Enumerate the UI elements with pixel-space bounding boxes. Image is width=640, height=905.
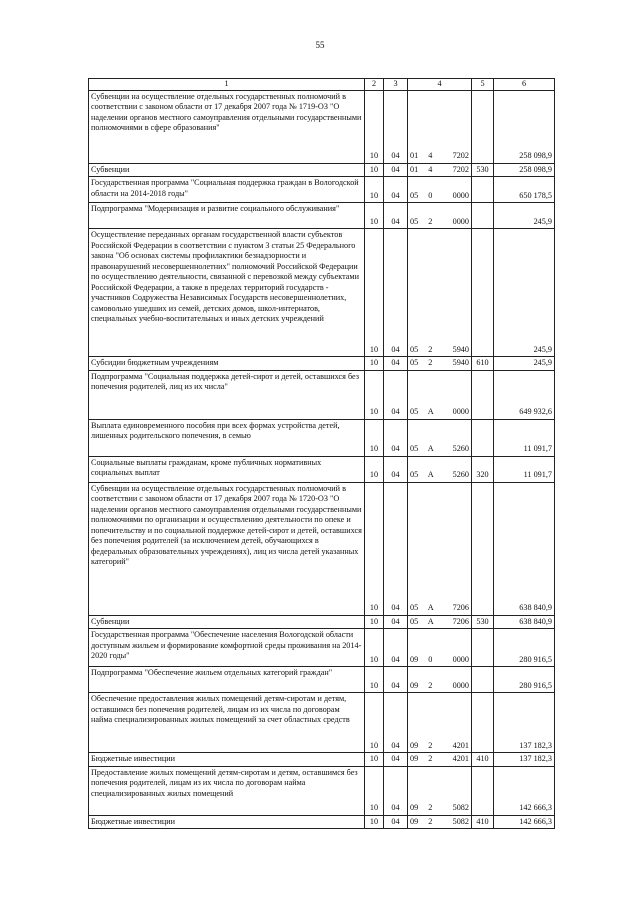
section-code: 10 <box>365 667 384 693</box>
expense-type-code <box>472 203 494 229</box>
direction-code: 5940 <box>452 344 469 354</box>
table-row <box>89 419 555 456</box>
section-code: 10 <box>365 693 384 753</box>
subprogram-code: 2 <box>428 740 433 750</box>
table-row <box>89 667 555 693</box>
expense-type-code <box>472 629 494 667</box>
direction-code: 7202 <box>452 164 469 174</box>
table-row <box>89 482 555 615</box>
subprogram-code: А <box>427 444 434 453</box>
direction-code: 7202 <box>452 151 469 160</box>
target-article-code <box>408 667 472 693</box>
expense-type-code: 530 <box>472 615 494 629</box>
table-row <box>89 163 555 177</box>
row-name: Обеспечение предоставления жилых помещений детям-сиротам и детям, оставшимся без попечения родителей, лицам из их числа по договорам найма специализированных жилых помещений за счет областных средств <box>89 693 365 753</box>
subsection-code: 04 <box>384 163 408 177</box>
direction-code: 5082 <box>452 816 469 826</box>
target-article-code <box>408 693 472 753</box>
table-row <box>89 693 555 753</box>
table-row <box>89 456 555 482</box>
subsection-code: 04 <box>384 766 408 815</box>
subprogram-code: А <box>427 603 434 612</box>
expense-type-code <box>472 177 494 203</box>
subprogram-code: 0 <box>428 654 433 664</box>
program-code: 05 <box>410 407 419 416</box>
table-row <box>89 370 555 419</box>
row-name: Выплата единовременного пособия при всех формах устройства детей, лишенных родительского попечения, в семью <box>89 419 365 456</box>
table-body <box>89 90 555 829</box>
subsection-code: 04 <box>384 456 408 482</box>
row-name: Осуществление переданных органам государственной власти субъектов Российской Федерации в соответствии с пунктом 3 статьи 25 Федерального закона "Об основах системы профилактики безнадзорности и правонарушений несовершеннолетних" полномочий Российской Федерации по осуществлению деятельности, связанной с перевозкой между субъектами Российской Федерации, а также в пределах территорий государств - участников Содружества Независимых Государств несовершеннолетних, самовольно ушедших из семей, детских домов, школ-интернатов, специальных учебно-воспитательных и иных детских учреждений <box>89 229 365 357</box>
subsection-code: 04 <box>384 815 408 829</box>
table-row <box>89 815 555 829</box>
subprogram-code: 2 <box>428 216 433 226</box>
section-code: 10 <box>365 90 384 163</box>
expense-type-code: 610 <box>472 357 494 371</box>
program-code: 09 <box>410 654 419 664</box>
target-article-code <box>408 357 472 371</box>
subprogram-code: А <box>427 616 434 626</box>
expense-type-code <box>472 766 494 815</box>
subprogram-code: 2 <box>428 803 433 812</box>
section-code: 10 <box>365 357 384 371</box>
direction-code: 0000 <box>452 190 469 200</box>
target-article-code <box>408 815 472 829</box>
direction-code: 0000 <box>452 654 469 664</box>
amount: 258 098,9 <box>494 163 555 177</box>
subprogram-code: 2 <box>428 680 433 690</box>
amount: 245,9 <box>494 229 555 357</box>
amount: 137 182,3 <box>494 753 555 767</box>
amount: 11 091,7 <box>494 419 555 456</box>
expense-type-code <box>472 229 494 357</box>
row-name: Государственная программа "Социальная поддержка граждан в Вологодской области на 2014-2018 годы" <box>89 177 365 203</box>
section-code: 10 <box>365 203 384 229</box>
direction-code: 5940 <box>452 358 469 367</box>
amount: 258 098,9 <box>494 90 555 163</box>
section-code: 10 <box>365 163 384 177</box>
header-row <box>89 79 555 91</box>
subsection-code: 04 <box>384 370 408 419</box>
subsection-code: 04 <box>384 90 408 163</box>
program-code: 05 <box>410 603 419 612</box>
table-row <box>89 90 555 163</box>
expense-type-code <box>472 693 494 753</box>
program-code: 09 <box>410 803 419 812</box>
target-article-code <box>408 177 472 203</box>
subprogram-code: 2 <box>428 754 433 763</box>
program-code: 05 <box>410 344 419 354</box>
col-header: 2 <box>365 79 384 91</box>
page-number: 55 <box>315 40 325 50</box>
expense-type-code: 410 <box>472 815 494 829</box>
amount: 638 840,9 <box>494 482 555 615</box>
section-code: 10 <box>365 615 384 629</box>
col-header: 4 <box>408 79 472 91</box>
amount: 142 666,3 <box>494 766 555 815</box>
target-article-code <box>408 753 472 767</box>
section-code: 10 <box>365 629 384 667</box>
row-name: Государственная программа "Обеспечение населения Вологодской области доступным жильем и формирование комфортной среды проживания на 2014-2020 годы" <box>89 629 365 667</box>
program-code: 09 <box>410 740 419 750</box>
expense-type-code <box>472 482 494 615</box>
subprogram-code: 0 <box>428 190 433 200</box>
subsection-code: 04 <box>384 229 408 357</box>
col-header: 6 <box>494 79 555 91</box>
row-name: Субвенции на осуществление отдельных государственных полномочий в соответствии с законом области от 17 декабря 2007 года № 1720-ОЗ "О наделении органов местного самоуправления отдельными государственными полномочиями по организации и осуществлению деятельности по опеке и попечительству и по социальной поддержке детей-сирот и детей, оставшихся без попечения родителей (за исключением детей, обучающихся в федеральных образовательных учреждениях), лиц из числа детей указанных категорий" <box>89 482 365 615</box>
amount: 280 916,5 <box>494 629 555 667</box>
expense-type-code: 410 <box>472 753 494 767</box>
subsection-code: 04 <box>384 753 408 767</box>
row-name: Субсидии бюджетным учреждениям <box>89 357 365 371</box>
expense-type-code <box>472 667 494 693</box>
subsection-code: 04 <box>384 203 408 229</box>
program-code: 05 <box>410 616 419 626</box>
target-article-code <box>408 766 472 815</box>
section-code: 10 <box>365 229 384 357</box>
row-name: Подпрограмма "Обеспечение жильем отдельных категорий граждан" <box>89 667 365 693</box>
amount: 280 916,5 <box>494 667 555 693</box>
table-row <box>89 203 555 229</box>
subsection-code: 04 <box>384 667 408 693</box>
target-article-code <box>408 90 472 163</box>
subsection-code: 04 <box>384 482 408 615</box>
amount: 11 091,7 <box>494 456 555 482</box>
target-article-code <box>408 456 472 482</box>
table-row <box>89 766 555 815</box>
amount: 142 666,3 <box>494 815 555 829</box>
section-code: 10 <box>365 370 384 419</box>
target-article-code <box>408 615 472 629</box>
budget-table <box>88 78 555 829</box>
program-code: 05 <box>410 470 419 479</box>
expense-type-code <box>472 419 494 456</box>
amount: 245,9 <box>494 357 555 371</box>
target-article-code <box>408 482 472 615</box>
program-code: 05 <box>410 190 419 200</box>
subprogram-code: 2 <box>428 358 433 367</box>
subprogram-code: 4 <box>428 151 433 160</box>
program-code: 05 <box>410 216 419 226</box>
col-header: 1 <box>89 79 365 91</box>
target-article-code <box>408 163 472 177</box>
subprogram-code: А <box>427 407 434 416</box>
direction-code: 0000 <box>452 407 469 416</box>
table-row <box>89 753 555 767</box>
expense-type-code: 320 <box>472 456 494 482</box>
col-header: 5 <box>472 79 494 91</box>
table-row <box>89 229 555 357</box>
direction-code: 5260 <box>452 444 469 453</box>
subsection-code: 04 <box>384 177 408 203</box>
subprogram-code: 4 <box>428 164 433 174</box>
amount: 137 182,3 <box>494 693 555 753</box>
expense-type-code: 530 <box>472 163 494 177</box>
row-name: Социальные выплаты гражданам, кроме публичных нормативных социальных выплат <box>89 456 365 482</box>
subsection-code: 04 <box>384 419 408 456</box>
direction-code: 5082 <box>452 803 469 812</box>
direction-code: 7206 <box>452 603 469 612</box>
direction-code: 4201 <box>452 740 469 750</box>
row-name: Предоставление жилых помещений детям-сиротам и детям, оставшимся без попечения родителей, лицам из их числа по договорам найма специализированных жилых помещений <box>89 766 365 815</box>
section-code: 10 <box>365 753 384 767</box>
program-code: 05 <box>410 444 419 453</box>
program-code: 09 <box>410 680 419 690</box>
amount: 649 932,6 <box>494 370 555 419</box>
row-name: Субвенции на осуществление отдельных государственных полномочий в соответствии с законом области от 17 декабря 2007 года № 1719-ОЗ "О наделении органов местного самоуправления отдельными государственными полномочиями в сфере образования" <box>89 90 365 163</box>
row-name: Субвенции <box>89 615 365 629</box>
amount: 245,9 <box>494 203 555 229</box>
target-article-code <box>408 229 472 357</box>
subprogram-code: 2 <box>428 344 433 354</box>
row-name: Подпрограмма "Социальная поддержка детей-сирот и детей, оставшихся без попечения родителей, лиц из их числа" <box>89 370 365 419</box>
section-code: 10 <box>365 482 384 615</box>
table-row <box>89 629 555 667</box>
row-name: Подпрограмма "Модернизация и развитие социального обслуживания" <box>89 203 365 229</box>
subsection-code: 04 <box>384 615 408 629</box>
expense-type-code <box>472 90 494 163</box>
row-name: Бюджетные инвестиции <box>89 753 365 767</box>
program-code: 09 <box>410 816 419 826</box>
direction-code: 7206 <box>452 616 469 626</box>
direction-code: 5260 <box>452 470 469 479</box>
subsection-code: 04 <box>384 693 408 753</box>
table-row <box>89 357 555 371</box>
program-code: 01 <box>410 164 419 174</box>
amount: 650 178,5 <box>494 177 555 203</box>
table-row <box>89 615 555 629</box>
target-article-code <box>408 419 472 456</box>
expense-type-code <box>472 370 494 419</box>
direction-code: 0000 <box>452 216 469 226</box>
section-code: 10 <box>365 456 384 482</box>
program-code: 01 <box>410 151 419 160</box>
subprogram-code: А <box>427 470 434 479</box>
target-article-code <box>408 203 472 229</box>
section-code: 10 <box>365 815 384 829</box>
subsection-code: 04 <box>384 357 408 371</box>
direction-code: 0000 <box>452 680 469 690</box>
table-row <box>89 177 555 203</box>
row-name: Бюджетные инвестиции <box>89 815 365 829</box>
subprogram-code: 2 <box>428 816 433 826</box>
amount: 638 840,9 <box>494 615 555 629</box>
subsection-code: 04 <box>384 629 408 667</box>
section-code: 10 <box>365 766 384 815</box>
section-code: 10 <box>365 177 384 203</box>
col-header: 3 <box>384 79 408 91</box>
section-code: 10 <box>365 419 384 456</box>
row-name: Субвенции <box>89 163 365 177</box>
direction-code: 4201 <box>452 754 469 763</box>
target-article-code <box>408 370 472 419</box>
program-code: 05 <box>410 358 419 367</box>
target-article-code <box>408 629 472 667</box>
program-code: 09 <box>410 754 419 763</box>
